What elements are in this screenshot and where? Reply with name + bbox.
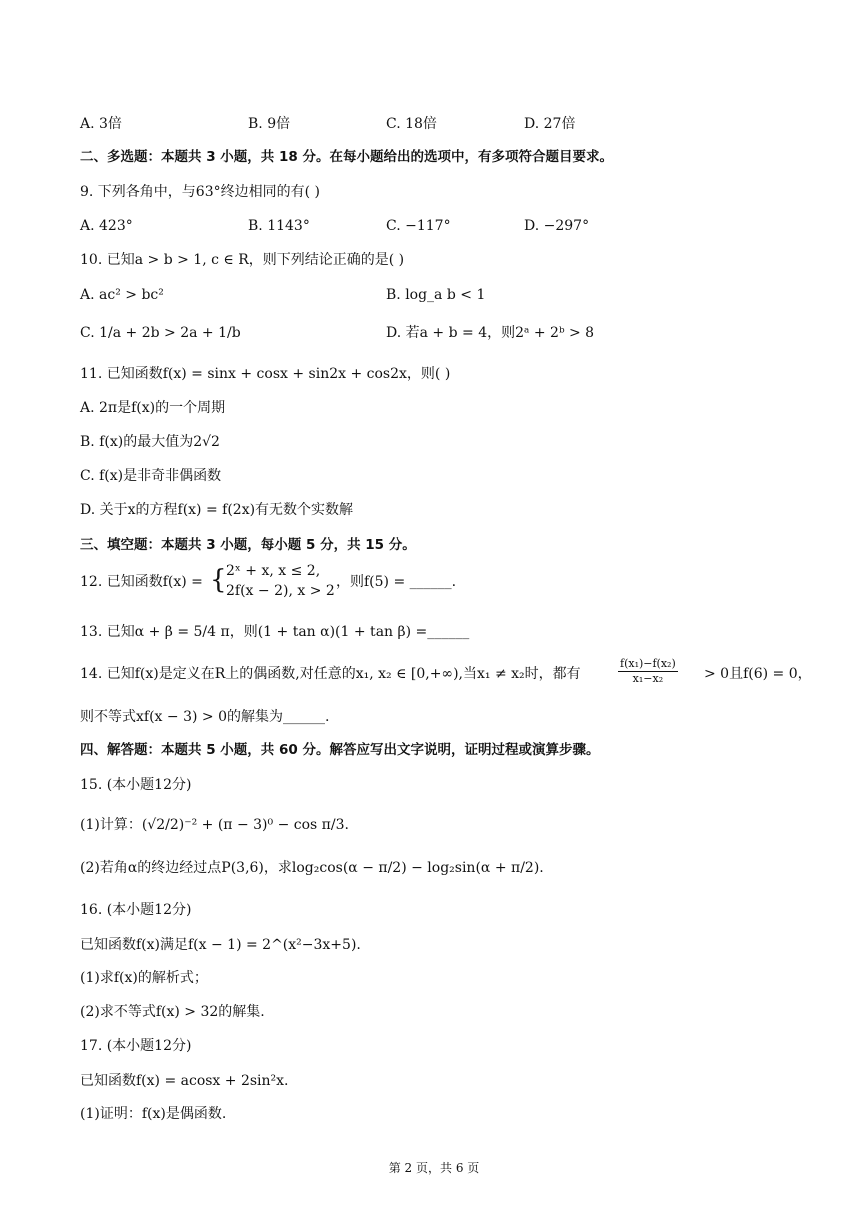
q14-line1: 14. 已知f(x)是定义在R上的偶函数,对任意的x₁, x₂ ∈ [0,+∞),当x₁ ≠ x₂时，都有 xyxy=(80,666,581,682)
q8-option-a: A. 3倍 xyxy=(80,116,122,132)
q15-part1: (1)计算：(√2/2)⁻² + (π − 3)⁰ − cos π/3. xyxy=(80,817,349,833)
q8-option-b: B. 9倍 xyxy=(248,116,291,132)
q12-prefix: 12. 已知函数f(x) = xyxy=(80,574,203,590)
q10-option-d: D. 若a + b = 4，则2ᵃ + 2ᵇ > 8 xyxy=(386,325,595,341)
q16-given: 已知函数f(x)满足f(x − 1) = 2^(x²−3x+5). xyxy=(80,937,361,953)
q14-line1-tail: > 0且f(6) = 0， xyxy=(704,666,812,682)
q16-part2: (2)求不等式f(x) > 32的解集. xyxy=(80,1004,265,1020)
q11-option-c: C. f(x)是非奇非偶函数 xyxy=(80,468,222,484)
q9-option-a: A. 423° xyxy=(80,218,133,234)
section4-header: 四、解答题：本题共 5 小题，共 60 分。解答应写出文字说明，证明过程或演算步骤。 xyxy=(80,742,600,758)
q11-option-d: D. 关于x的方程f(x) = f(2x)有无数个实数解 xyxy=(80,502,354,518)
q12-suffix: ，则f(5) = ______. xyxy=(336,574,457,590)
q12-case1: 2ˣ + x, x ≤ 2, xyxy=(226,563,321,579)
q15-part2: (2)若角α的终边经过点P(3,6)，求log₂cos(α − π/2) − log₂sin(α + π/2). xyxy=(80,860,544,876)
q12-case2: 2f(x − 2), x > 2 xyxy=(226,583,335,599)
q17-given: 已知函数f(x) = acosx + 2sin²x. xyxy=(80,1073,289,1089)
section2-header: 二、多选题：本题共 3 小题，共 18 分。在每小题给出的选项中，有多项符合题目要求。 xyxy=(80,149,613,165)
q12-brace: { xyxy=(210,565,227,595)
q14-fraction xyxy=(618,657,678,686)
q8-option-d: D. 27倍 xyxy=(524,116,576,132)
q13: 13. 已知α + β = 5/4 π，则(1 + tan α)(1 + tan β) =______ xyxy=(80,624,470,640)
q9-option-b: B. 1143° xyxy=(248,218,310,234)
page-footer: 第 2 页，共 6 页 xyxy=(388,1161,480,1175)
q9-option-d: D. −297° xyxy=(524,218,590,234)
q16-title: 16. (本小题12分) xyxy=(80,902,192,918)
q14-frac-numerator: f(x₁)−f(x₂) xyxy=(620,657,676,670)
q17-part1: (1)证明：f(x)是偶函数. xyxy=(80,1106,227,1122)
q10-stem: 10. 已知a > b > 1, c ∈ R，则下列结论正确的是( ) xyxy=(80,252,405,268)
section3-header: 三、填空题：本题共 3 小题，每小题 5 分，共 15 分。 xyxy=(80,537,416,553)
q16-part1: (1)求f(x)的解析式； xyxy=(80,970,208,986)
q10-option-b: B. log_a b < 1 xyxy=(386,287,486,303)
q9-option-c: C. −117° xyxy=(386,218,451,234)
q11-option-a: A. 2π是f(x)的一个周期 xyxy=(80,400,226,416)
q11-stem: 11. 已知函数f(x) = sinx + cosx + sin2x + cos2x，则( ) xyxy=(80,366,451,382)
q11-option-b: B. f(x)的最大值为2√2 xyxy=(80,434,220,450)
q10-option-c: C. 1/a + 2b > 2a + 1/b xyxy=(80,325,241,341)
q14-line2: 则不等式xf(x − 3) > 0的解集为______. xyxy=(80,709,330,725)
q10-option-a: A. ac² > bc² xyxy=(80,287,164,303)
q14-frac-denominator: x₁−x₂ xyxy=(632,672,664,685)
q8-option-c: C. 18倍 xyxy=(386,116,437,132)
q15-title: 15. (本小题12分) xyxy=(80,777,192,793)
q17-title: 17. (本小题12分) xyxy=(80,1038,192,1054)
q9-stem: 9. 下列各角中，与63°终边相同的有( ) xyxy=(80,184,320,200)
